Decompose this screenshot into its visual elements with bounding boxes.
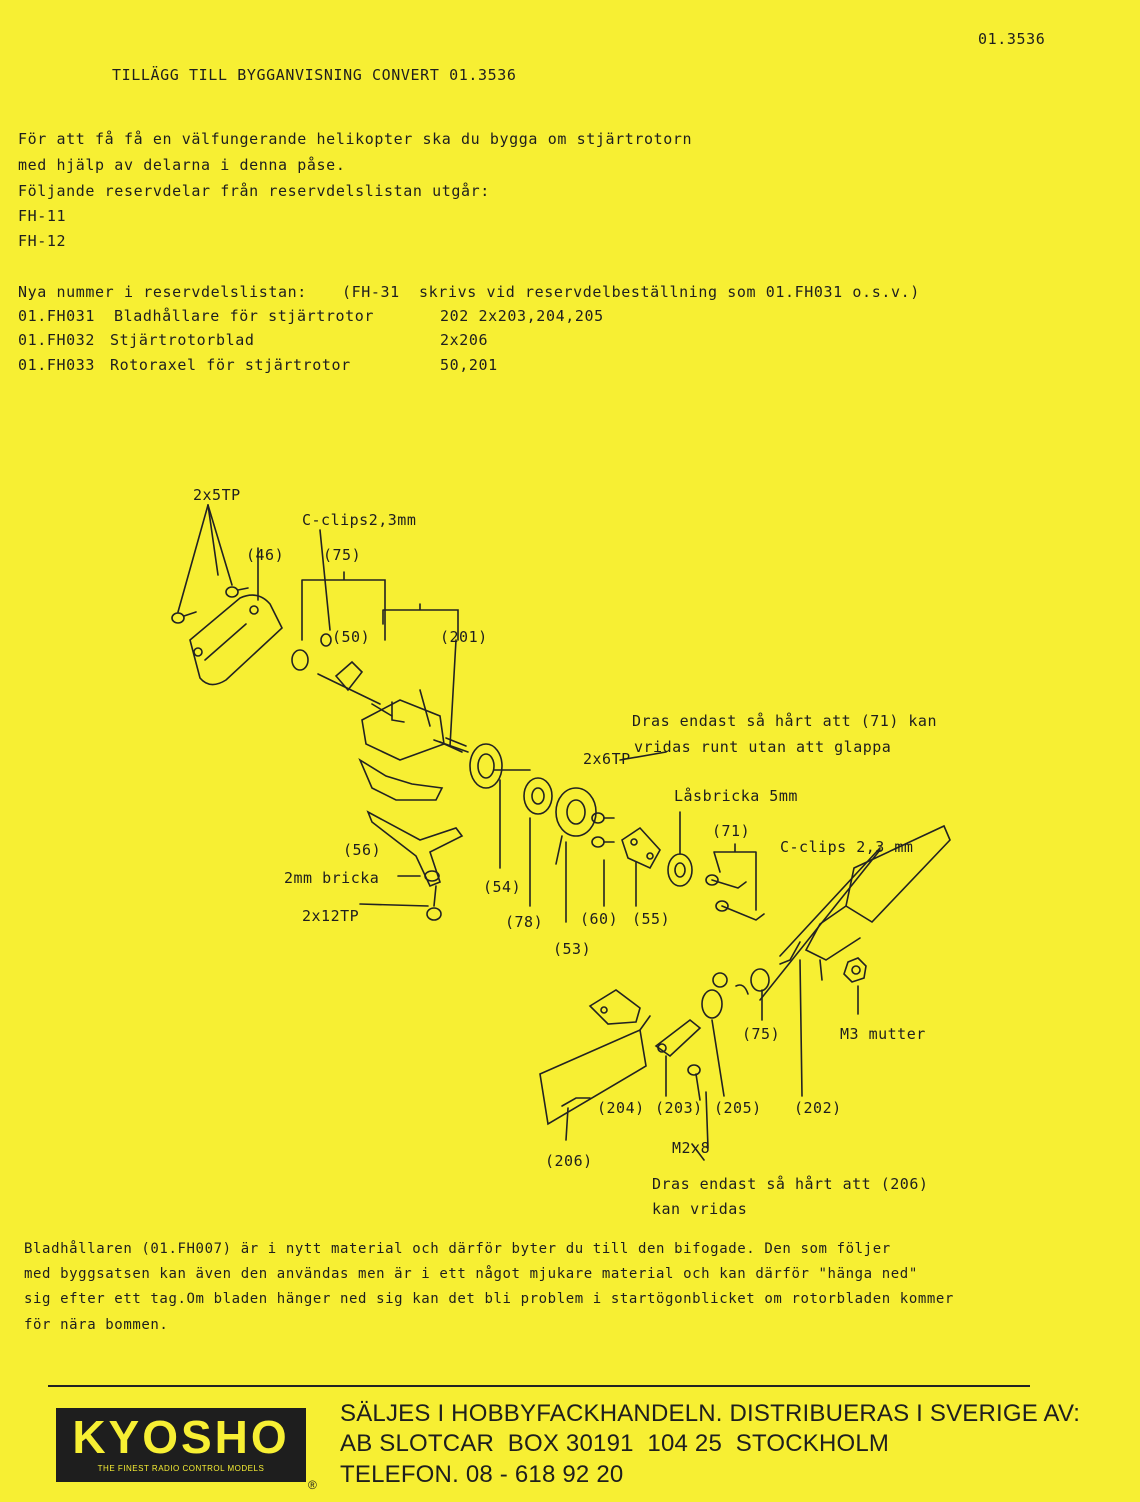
washer-icon (751, 969, 769, 991)
logo-tagline: THE FINEST RADIO CONTROL MODELS (97, 1464, 265, 1473)
label-part-56: (56) (343, 841, 382, 859)
label-part-55: (55) (632, 910, 671, 928)
label-part-204: (204) (597, 1099, 645, 1117)
screw-icon (172, 612, 196, 623)
body-line-2: med byggsatsen kan även den användas men är i ett något mjukare material och kan därför "hänga ned" (24, 1266, 918, 1282)
label-part-201: (201) (440, 628, 488, 646)
washer-icon (425, 871, 439, 881)
pitch-plate-icon (622, 828, 660, 868)
blade-holder-icon (590, 990, 640, 1024)
label-part-75: (75) (323, 546, 362, 564)
label-m3-nut: M3 mutter (840, 1025, 926, 1043)
label-screws-2x12tp: 2x12TP (302, 907, 360, 925)
part-name: Rotoraxel för stjärtrotor (110, 356, 351, 374)
bellcrank-icon (368, 812, 462, 886)
leader-line (760, 850, 880, 1000)
screw-icon (592, 837, 614, 847)
page-title: TILLÄGG TILL BYGGANVISNING CONVERT 01.3536 (112, 66, 517, 84)
leader-line (712, 1020, 724, 1096)
label-screw-m2x8: M2x8 (672, 1139, 711, 1157)
footer-line-2: AB SLOTCAR BOX 30191 104 25 STOCKHOLM (340, 1430, 890, 1457)
mount-plate-icon (190, 595, 282, 684)
label-washer-2mm: 2mm bricka (284, 869, 380, 887)
kyosho-logo (56, 1408, 306, 1482)
logo-wordmark: KYOSHO (72, 1411, 290, 1463)
label-screws-2x5tp: 2x5TP (193, 486, 241, 504)
intro-line-3: Följande reservdelar från reservdelslistan utgår: (18, 182, 490, 200)
label-part-78: (78) (505, 913, 544, 931)
note-part-206-line-1: Dras endast så hårt att (206) (652, 1175, 929, 1193)
clip-icon (736, 985, 748, 994)
footer-divider (48, 1385, 1030, 1387)
part-list: 50,201 (440, 356, 498, 374)
intro-line-1: För att få få en välfungerande helikopter ska du bygga om stjärtrotorn (18, 130, 693, 148)
label-lock-washer: Låsbricka 5mm (674, 787, 798, 805)
label-part-50: (50) (332, 628, 371, 646)
screw-icon (688, 1065, 700, 1100)
screw-icon (427, 886, 441, 920)
part-code: 01.FH033 (18, 356, 96, 374)
part-name: Stjärtrotorblad (110, 331, 255, 349)
leader-line (800, 960, 802, 1096)
registered-mark: ® (308, 1478, 317, 1492)
removed-part: FH-11 (18, 207, 67, 225)
bracket (714, 844, 756, 910)
tail-gearbox-icon (360, 640, 468, 800)
lock-washer-icon (668, 854, 692, 886)
label-part-71: (71) (712, 822, 751, 840)
label-part-60: (60) (580, 910, 619, 928)
link-icon (656, 1020, 700, 1056)
label-part-205: (205) (714, 1099, 762, 1117)
leader-line (780, 848, 880, 956)
part-code: 01.FH031 (18, 307, 96, 325)
removed-part: FH-12 (18, 232, 67, 250)
bearing-icon (524, 778, 552, 814)
note-part-71-line-1: Dras endast så hårt att (71) kan (632, 712, 937, 730)
body-line-3: sig efter ett tag.Om bladen hänger ned sig kan det bli problem i startögonblicket om rotorbladen kommer (24, 1291, 954, 1307)
label-part-75-b: (75) (742, 1025, 781, 1043)
label-screws-2x6tp: 2x6TP (583, 750, 631, 768)
note-part-206-line-2: kan vridas (652, 1200, 748, 1218)
ball-joint-icon (702, 973, 727, 1018)
footer-line-1: SÄLJES I HOBBYFACKHANDELN. DISTRIBUERAS I SVERIGE AV: (340, 1400, 1081, 1427)
intro-line-2: med hjälp av delarna i denna påse. (18, 156, 346, 174)
part-name: Bladhållare för stjärtrotor (114, 307, 375, 325)
body-line-1: Bladhållaren (01.FH007) är i nytt material och därför byter du till den bifogade. Den som följer (24, 1241, 891, 1257)
body-line-4: för nära bommen. (24, 1317, 169, 1333)
hub-icon (556, 788, 596, 864)
label-part-54: (54) (483, 878, 522, 896)
note-part-71-line-2: vridas runt utan att glappa (634, 738, 892, 756)
nut-icon (844, 958, 866, 982)
leader-line (360, 904, 428, 906)
label-part-206: (206) (545, 1152, 593, 1170)
label-part-46: (46) (246, 546, 285, 564)
rotor-shaft-icon (292, 634, 392, 716)
leader-line (178, 505, 208, 612)
doc-number: 01.3536 (978, 30, 1046, 48)
label-c-clips-2-3mm: C-clips2,3mm (302, 511, 417, 529)
new-numbers-note: (FH-31 skrivs vid reservdelbeställning som 01.FH031 o.s.v.) (342, 283, 920, 301)
part-code: 01.FH032 (18, 331, 96, 349)
label-c-clips-2-3-mm: C-clips 2,3 mm (780, 838, 914, 856)
footer-line-3: TELEFON. 08 - 618 92 20 (340, 1461, 624, 1488)
new-numbers-heading: Nya nummer i reservdelslistan: (18, 283, 307, 301)
label-part-202: (202) (794, 1099, 842, 1117)
part-list: 202 2x203,204,205 (440, 307, 604, 325)
label-part-203: (203) (655, 1099, 703, 1117)
leader-line (208, 505, 218, 575)
label-part-53: (53) (553, 940, 592, 958)
leader-line (208, 505, 232, 585)
part-list: 2x206 (440, 331, 489, 349)
